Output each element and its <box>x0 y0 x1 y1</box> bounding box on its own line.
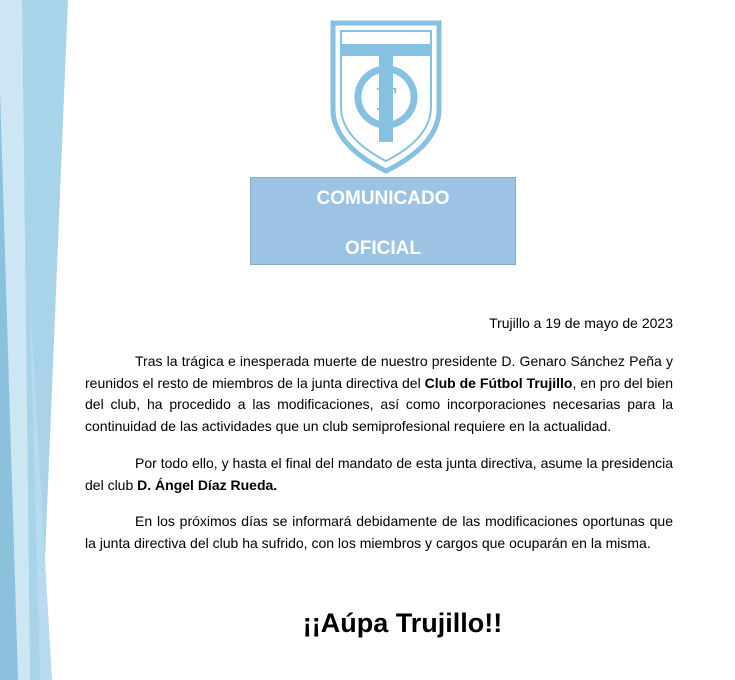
svg-text:F: F <box>375 83 397 118</box>
letter-date: Trujillo a 19 de mayo de 2023 <box>489 315 673 331</box>
side-decoration <box>0 0 80 680</box>
paragraph-2-text-a: Por todo ello, y hasta el final del mandato de esta junta directiva, asume la presidencia del club <box>85 455 673 493</box>
paragraph-1-text-c: , en pro del bien del club, ha procedido a las modificaciones, así como incorporaciones necesarias para la continuidad de las actividades que un club semiprofesional requiere en la actualidad. <box>85 374 673 435</box>
paragraph-3: En los próximos días se informará debidamente de las modificaciones oportunas que la junta directiva del club ha sufrido, con los miembros y cargos que ocuparán en la misma. <box>85 513 673 551</box>
club-name: Club de Fútbol Trujillo <box>424 374 573 391</box>
club-crest-logo <box>327 17 445 175</box>
new-president-name: D. Ángel Díaz Rueda. <box>137 476 278 493</box>
paragraph-2 <box>85 453 673 496</box>
banner-title-line1: COMUNICADO <box>316 188 450 209</box>
banner-title-line2: OFICIAL <box>345 238 421 259</box>
paragraph-1-text-a: Tras la trágica e inesperada muerte de nuestro presidente D. Genaro Sánchez Peña y reunidos el resto de miembros de la junta directiva del <box>85 353 673 391</box>
club-slogan: ¡¡Aúpa Trujillo!! <box>302 608 503 638</box>
official-statement-banner <box>250 177 516 265</box>
paragraph-1 <box>85 351 673 438</box>
